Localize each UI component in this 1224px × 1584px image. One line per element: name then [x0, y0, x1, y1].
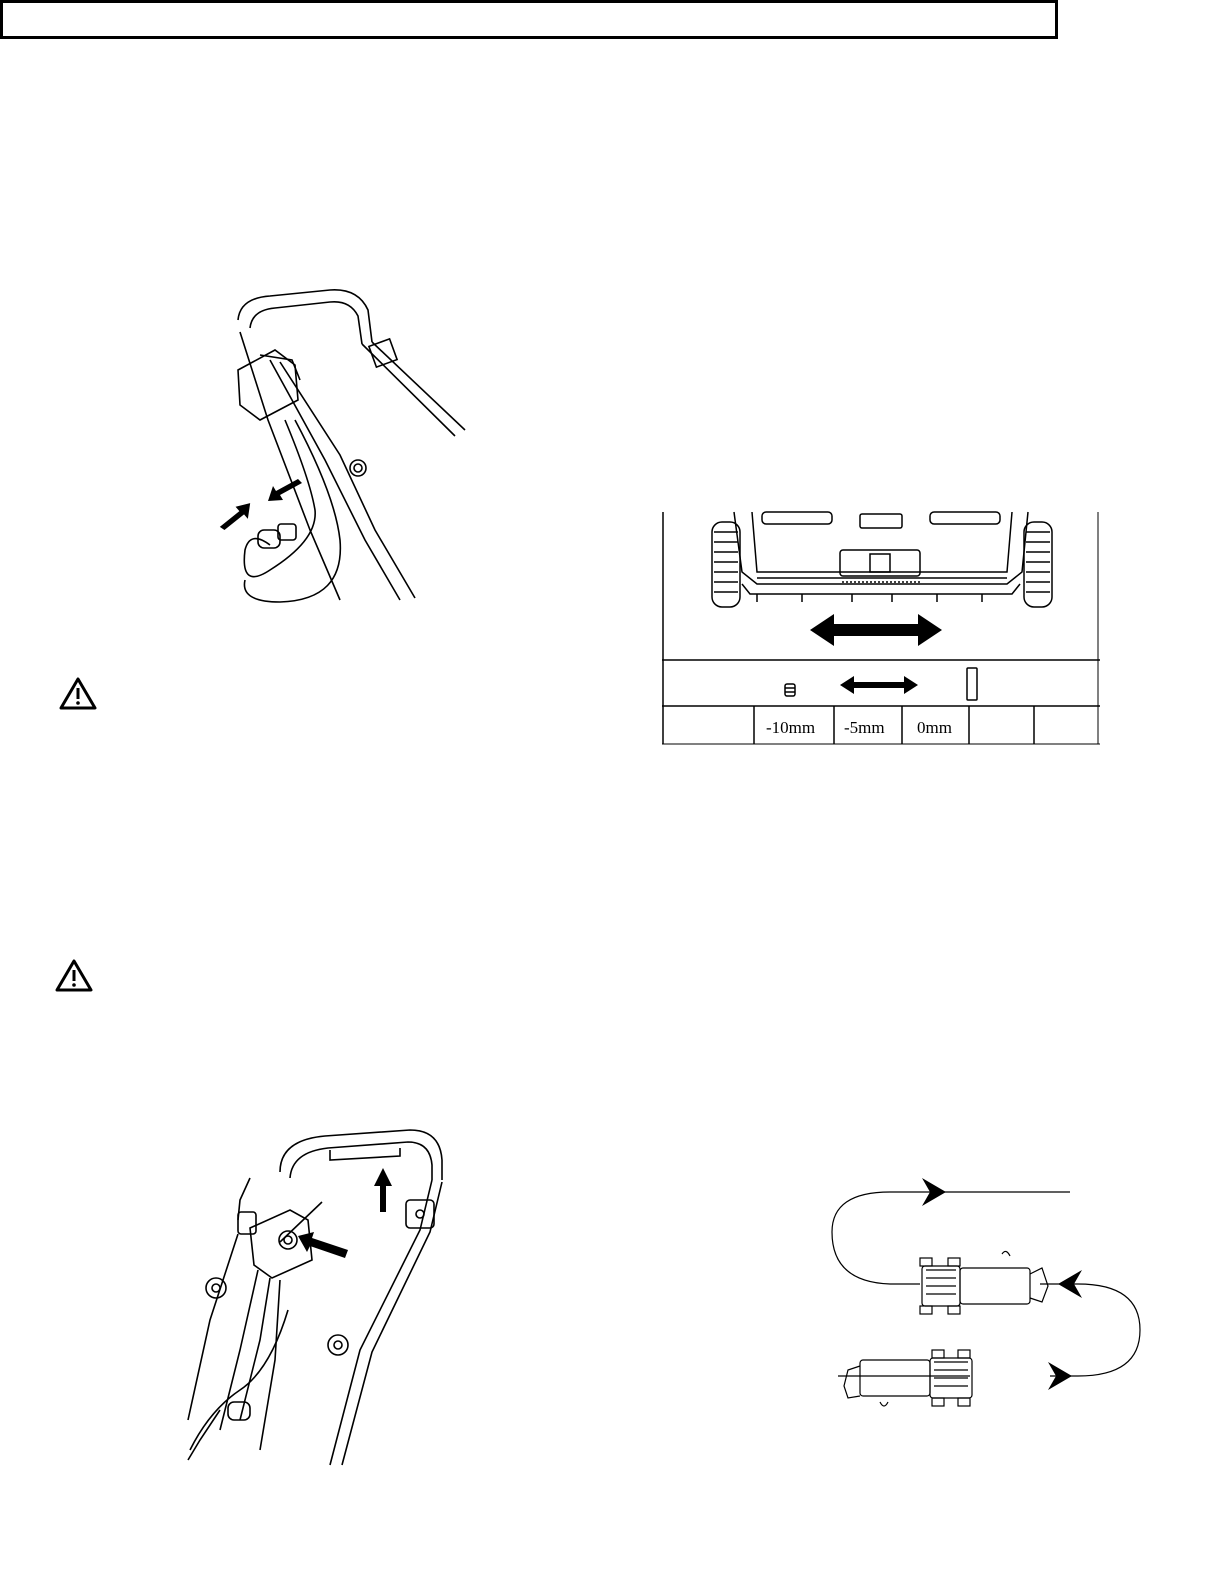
warning-triangle-icon: [58, 676, 98, 712]
page-header-box: [0, 0, 1058, 39]
depth-label-minus-10: -10mm: [766, 718, 816, 737]
warning-triangle-icon: [54, 958, 94, 994]
depth-label-0: 0mm: [917, 718, 952, 737]
figure-switch-operation: [180, 1120, 470, 1470]
figure-cable-connection: [200, 280, 470, 610]
figure-depth-adjustment: [662, 512, 1100, 744]
figure-mowing-pattern: [830, 1170, 1150, 1420]
depth-label-minus-5: -5mm: [844, 718, 885, 737]
